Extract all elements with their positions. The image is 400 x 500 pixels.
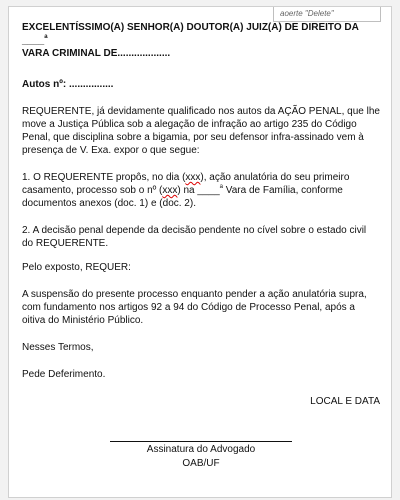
signature-block [22,441,380,470]
paragraph-item-2: 2. A decisão penal depende da decisão pendente no cível sobre o estado civil do REQUERENTE. [22,225,367,249]
paragraph-item-1 [22,171,380,210]
closing-request: Pede Deferimento. [22,369,106,380]
signature-name: Assinatura do Advogado [146,444,256,455]
paragraph-request: Pelo exposto, REQUER: [22,262,131,273]
closing-terms: Nesses Termos, [22,342,94,353]
case-number: Autos nº: ................ [22,79,114,90]
heading-line-2: VARA CRIMINAL DE................... [22,48,171,59]
heading-superscript: a [44,34,48,40]
paragraph-suspension: A suspensão do presente processo enquanto pender a ação anulatória supra, com fundamento nos artigos 92 a 94 do Código de Processo Penal, após a oitiva do Ministério Público. [22,289,367,326]
item-1-text-d: Vara de Família, conforme documentos anexos (doc. 1) e (doc. 2). [22,185,343,209]
heading-line-1: EXCELENTÍSSIMO(A) SENHOR(A) DOUTOR(A) JUIZ(A) DE DIREITO DA ____ [22,22,359,46]
document-page [8,6,392,498]
item-1-text-c: ) na ____ [177,185,220,196]
delete-note-tag: aoerte "Delete" [273,7,381,22]
local-and-date: LOCAL E DATA [310,396,380,407]
document-content [22,21,380,469]
signature-oab: OAB/UF [182,458,220,469]
item-1-process-placeholder: xxx [162,185,178,196]
item-1-text-b: ), ação anulatória do seu primeiro casamento, processo sob o nº ( [22,172,350,196]
signature-line [110,441,292,442]
paragraph-intro: REQUERENTE, já devidamente qualificado nos autos da AÇÃO PENAL, que lhe move a Justiça Pública sob a alegação de infração ao artigo 235 do Código Penal, que disciplina sobre a bigamia, por seu defensor infra-assinado vem à presença de V. Exa. expor o que segue: [22,106,380,156]
item-1-superscript: a [219,184,223,190]
item-1-date-placeholder: xxx [185,172,201,183]
item-1-text-a: 1. O REQUERENTE propôs, no dia ( [22,172,186,183]
court-heading [22,21,380,60]
